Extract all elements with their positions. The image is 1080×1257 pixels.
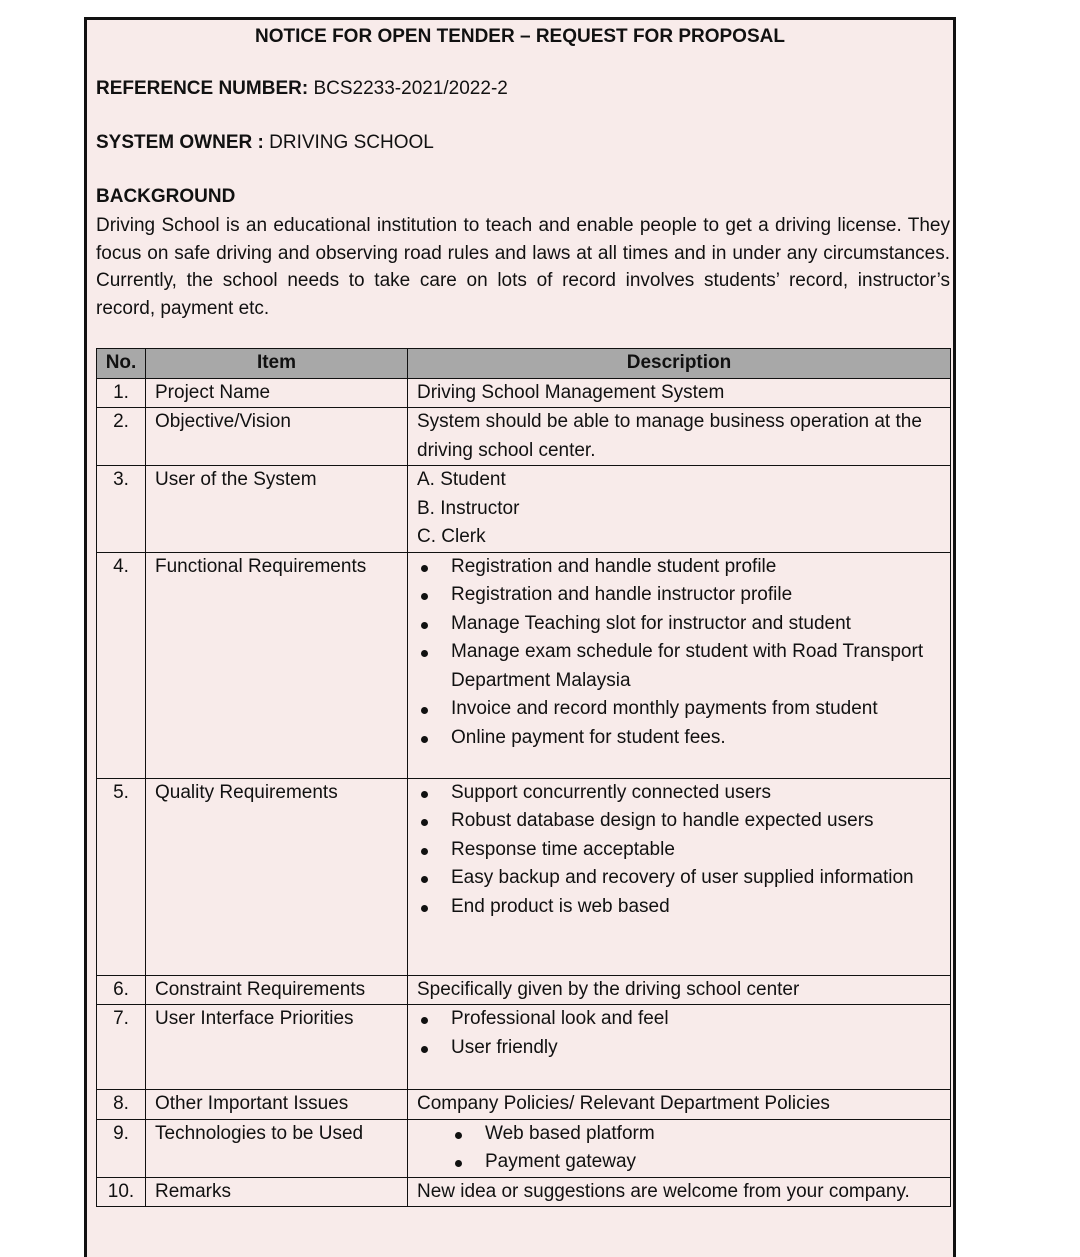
list-item: Response time acceptable <box>417 836 941 865</box>
table-row <box>97 552 951 778</box>
row-item: Other Important Issues <box>146 1090 408 1120</box>
row-no: 5. <box>97 778 146 975</box>
list-item: C. Clerk <box>417 526 486 547</box>
row-no: 2. <box>97 408 146 466</box>
row-no: 4. <box>97 552 146 778</box>
bullet-list <box>417 779 941 922</box>
list-item: Manage exam schedule for student with Road Transport Department Malaysia <box>417 638 941 695</box>
table-row <box>97 1090 951 1120</box>
header-no: No. <box>97 349 146 379</box>
table-row <box>97 975 951 1005</box>
row-description: Driving School Management System <box>408 378 951 408</box>
table-row <box>97 466 951 553</box>
owner-label: SYSTEM OWNER : <box>96 132 264 153</box>
list-item: Registration and handle student profile <box>417 553 941 582</box>
background-text: Driving School is an educational institution to teach and enable people to get a driving license. They focus on safe driving and observing road rules and laws at all times and in under any circumstances. Currently, the school needs to take care on lots of record involves students’ record, instructor’s record, payment etc. <box>96 215 950 319</box>
row-no: 1. <box>97 378 146 408</box>
table-row <box>97 778 951 975</box>
owner-line <box>96 132 434 154</box>
row-item: Technologies to be Used <box>146 1119 408 1177</box>
requirements-table <box>96 348 951 1207</box>
table-row <box>97 1005 951 1090</box>
table-header-row <box>97 349 951 379</box>
owner-value: DRIVING SCHOOL <box>269 132 434 153</box>
table-row <box>97 1177 951 1207</box>
row-item: Remarks <box>146 1177 408 1207</box>
background-heading: BACKGROUND <box>96 186 236 207</box>
table-row <box>97 408 951 466</box>
row-item: User of the System <box>146 466 408 553</box>
row-description: System should be able to manage business operation at the driving school center. <box>408 408 951 466</box>
row-item: Constraint Requirements <box>146 975 408 1005</box>
row-description <box>408 778 951 975</box>
row-no: 8. <box>97 1090 146 1120</box>
header-item: Item <box>146 349 408 379</box>
row-item: Quality Requirements <box>146 778 408 975</box>
row-description: Company Policies/ Relevant Department Policies <box>408 1090 951 1120</box>
row-item: Functional Requirements <box>146 552 408 778</box>
list-item: Web based platform <box>417 1120 941 1149</box>
tender-notice-page <box>84 17 956 1257</box>
bullet-list <box>417 553 941 753</box>
list-item: Online payment for student fees. <box>417 724 941 753</box>
row-description <box>408 552 951 778</box>
table-row <box>97 378 951 408</box>
row-description: New idea or suggestions are welcome from your company. <box>408 1177 951 1207</box>
list-item: Professional look and feel <box>417 1005 941 1034</box>
list-item: Invoice and record monthly payments from student <box>417 695 941 724</box>
page-title: NOTICE FOR OPEN TENDER – REQUEST FOR PROPOSAL <box>255 26 785 47</box>
list-item: A. Student <box>417 469 506 490</box>
list-item: User friendly <box>417 1034 941 1063</box>
row-description <box>408 466 951 553</box>
header-description: Description <box>408 349 951 379</box>
table-row <box>97 1119 951 1177</box>
row-item: Project Name <box>146 378 408 408</box>
reference-value: BCS2233-2021/2022-2 <box>313 78 508 99</box>
row-no: 6. <box>97 975 146 1005</box>
list-item: End product is web based <box>417 893 941 922</box>
row-no: 3. <box>97 466 146 553</box>
list-item: Payment gateway <box>417 1148 941 1177</box>
bullet-list <box>417 1005 941 1062</box>
list-item: Robust database design to handle expected users <box>417 807 941 836</box>
list-item: Registration and handle instructor profile <box>417 581 941 610</box>
row-description <box>408 1005 951 1090</box>
row-no: 10. <box>97 1177 146 1207</box>
reference-label: REFERENCE NUMBER: <box>96 78 309 99</box>
bullet-list <box>417 1120 941 1177</box>
list-item: Support concurrently connected users <box>417 779 941 808</box>
row-description <box>408 1119 951 1177</box>
row-item: User Interface Priorities <box>146 1005 408 1090</box>
row-item: Objective/Vision <box>146 408 408 466</box>
list-item: Manage Teaching slot for instructor and student <box>417 610 941 639</box>
row-no: 7. <box>97 1005 146 1090</box>
row-description: Specifically given by the driving school center <box>408 975 951 1005</box>
list-item: B. Instructor <box>417 497 520 519</box>
reference-line <box>96 78 508 100</box>
list-item: Easy backup and recovery of user supplied information <box>417 864 941 893</box>
row-no: 9. <box>97 1119 146 1177</box>
